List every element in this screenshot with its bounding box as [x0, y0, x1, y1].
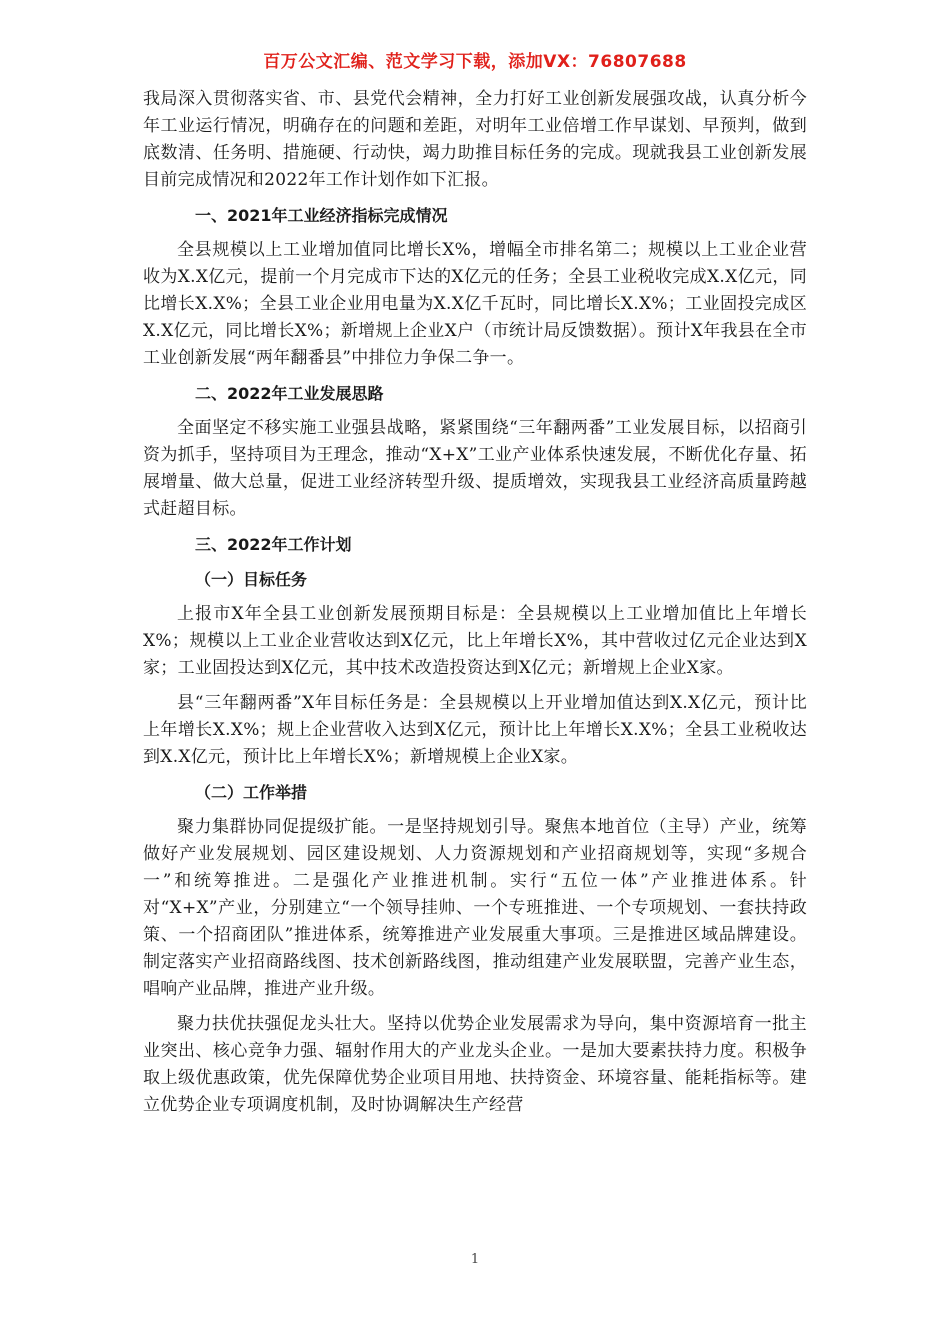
watermark-banner: 百万公文汇编、范文学习下载，添加VX：76807688 [263, 52, 687, 72]
body-paragraph: 全面坚定不移实施工业强县战略，紧紧围绕“三年翻两番”工业发展目标，以招商引资为抓手，坚持项目为王理念，推动“X+X”工业产业体系快速发展，不断优化存量、拓展增量、做大总量，促进工业经济转型升级、提质增效，实现我县工业经济高质量跨越式赶超目标。 [143, 418, 807, 519]
body-paragraph: 全县规模以上工业增加值同比增长X%，增幅全市排名第二；规模以上工业企业营收为X.X亿元，提前一个月完成市下达的X亿元的任务；全县工业税收完成X.X亿元，同比增长X.X%；全县工业企业用电量为X.X亿千瓦时，同比增长X.X%；工业固投完成区X.X亿元，同比增长X%；新增规上企业X户（市统计局反馈数据）。预计X年我县在全市工业创新发展“两年翻番县”中排位力争保二争一。 [143, 240, 807, 368]
section-heading: 一、2021年工业经济指标完成情况 [195, 206, 448, 225]
body-paragraph: 县“三年翻两番”X年目标任务是：全县规模以上开业增加值达到X.X亿元，预计比上年增长X.X%；规上企业营收入达到X亿元，预计比上年增长X.X%；全县工业税收达到X.X亿元，预计比上年增长X%；新增规模上企业X家。 [143, 693, 807, 767]
section-heading: 三、2022年工作计划 [195, 535, 352, 554]
subsection-heading: （二）工作举措 [195, 783, 308, 802]
subsection-heading: （一）目标任务 [195, 570, 308, 589]
page-number: 1 [470, 1252, 480, 1267]
body-paragraph: 聚力扶优扶强促龙头壮大。坚持以优势企业发展需求为导向，集中资源培育一批主业突出、核心竞争力强、辐射作用大的产业龙头企业。一是加大要素扶持力度。积极争取上级优惠政策，优先保障优势企业项目用地、扶持资金、环境容量、能耗指标等。建立优势企业专项调度机制，及时协调解决生产经营 [143, 1014, 807, 1115]
intro-paragraph: 我局深入贯彻落实省、市、县党代会精神，全力打好工业创新发展强攻战，认真分析今年工业运行情况，明确存在的问题和差距，对明年工业倍增工作早谋划、早预判，做到底数清、任务明、措施硬、行动快，竭力助推目标任务的完成。现就我县工业创新发展目前完成情况和2022年工作计划作如下汇报。 [143, 89, 807, 190]
document-body [143, 86, 807, 1127]
body-paragraph: 上报市X年全县工业创新发展预期目标是：全县规模以上工业增加值比上年增长X%；规模以上工业企业营收达到X亿元，比上年增长X%，其中营收过亿元企业达到X家；工业固投达到X亿元，其中技术改造投资达到X亿元；新增规上企业X家。 [143, 604, 807, 678]
section-heading: 二、2022年工业发展思路 [195, 384, 384, 403]
body-paragraph: 聚力集群协同促提级扩能。一是坚持规划引导。聚焦本地首位（主导）产业，统筹做好产业发展规划、园区建设规划、人力资源规划和产业招商规划等，实现“多规合一”和统筹推进。二是强化产业推进机制。实行“五位一体”产业推进体系。针对“X+X”产业，分别建立“一个领导挂帅、一个专班推进、一个专项规划、一套扶持政策、一个招商团队”推进体系，统筹推进产业发展重大事项。三是推进区域品牌建设。制定落实产业招商路线图、技术创新路线图，推动组建产业发展联盟，完善产业生态，唱响产业品牌，推进产业升级。 [143, 817, 807, 999]
